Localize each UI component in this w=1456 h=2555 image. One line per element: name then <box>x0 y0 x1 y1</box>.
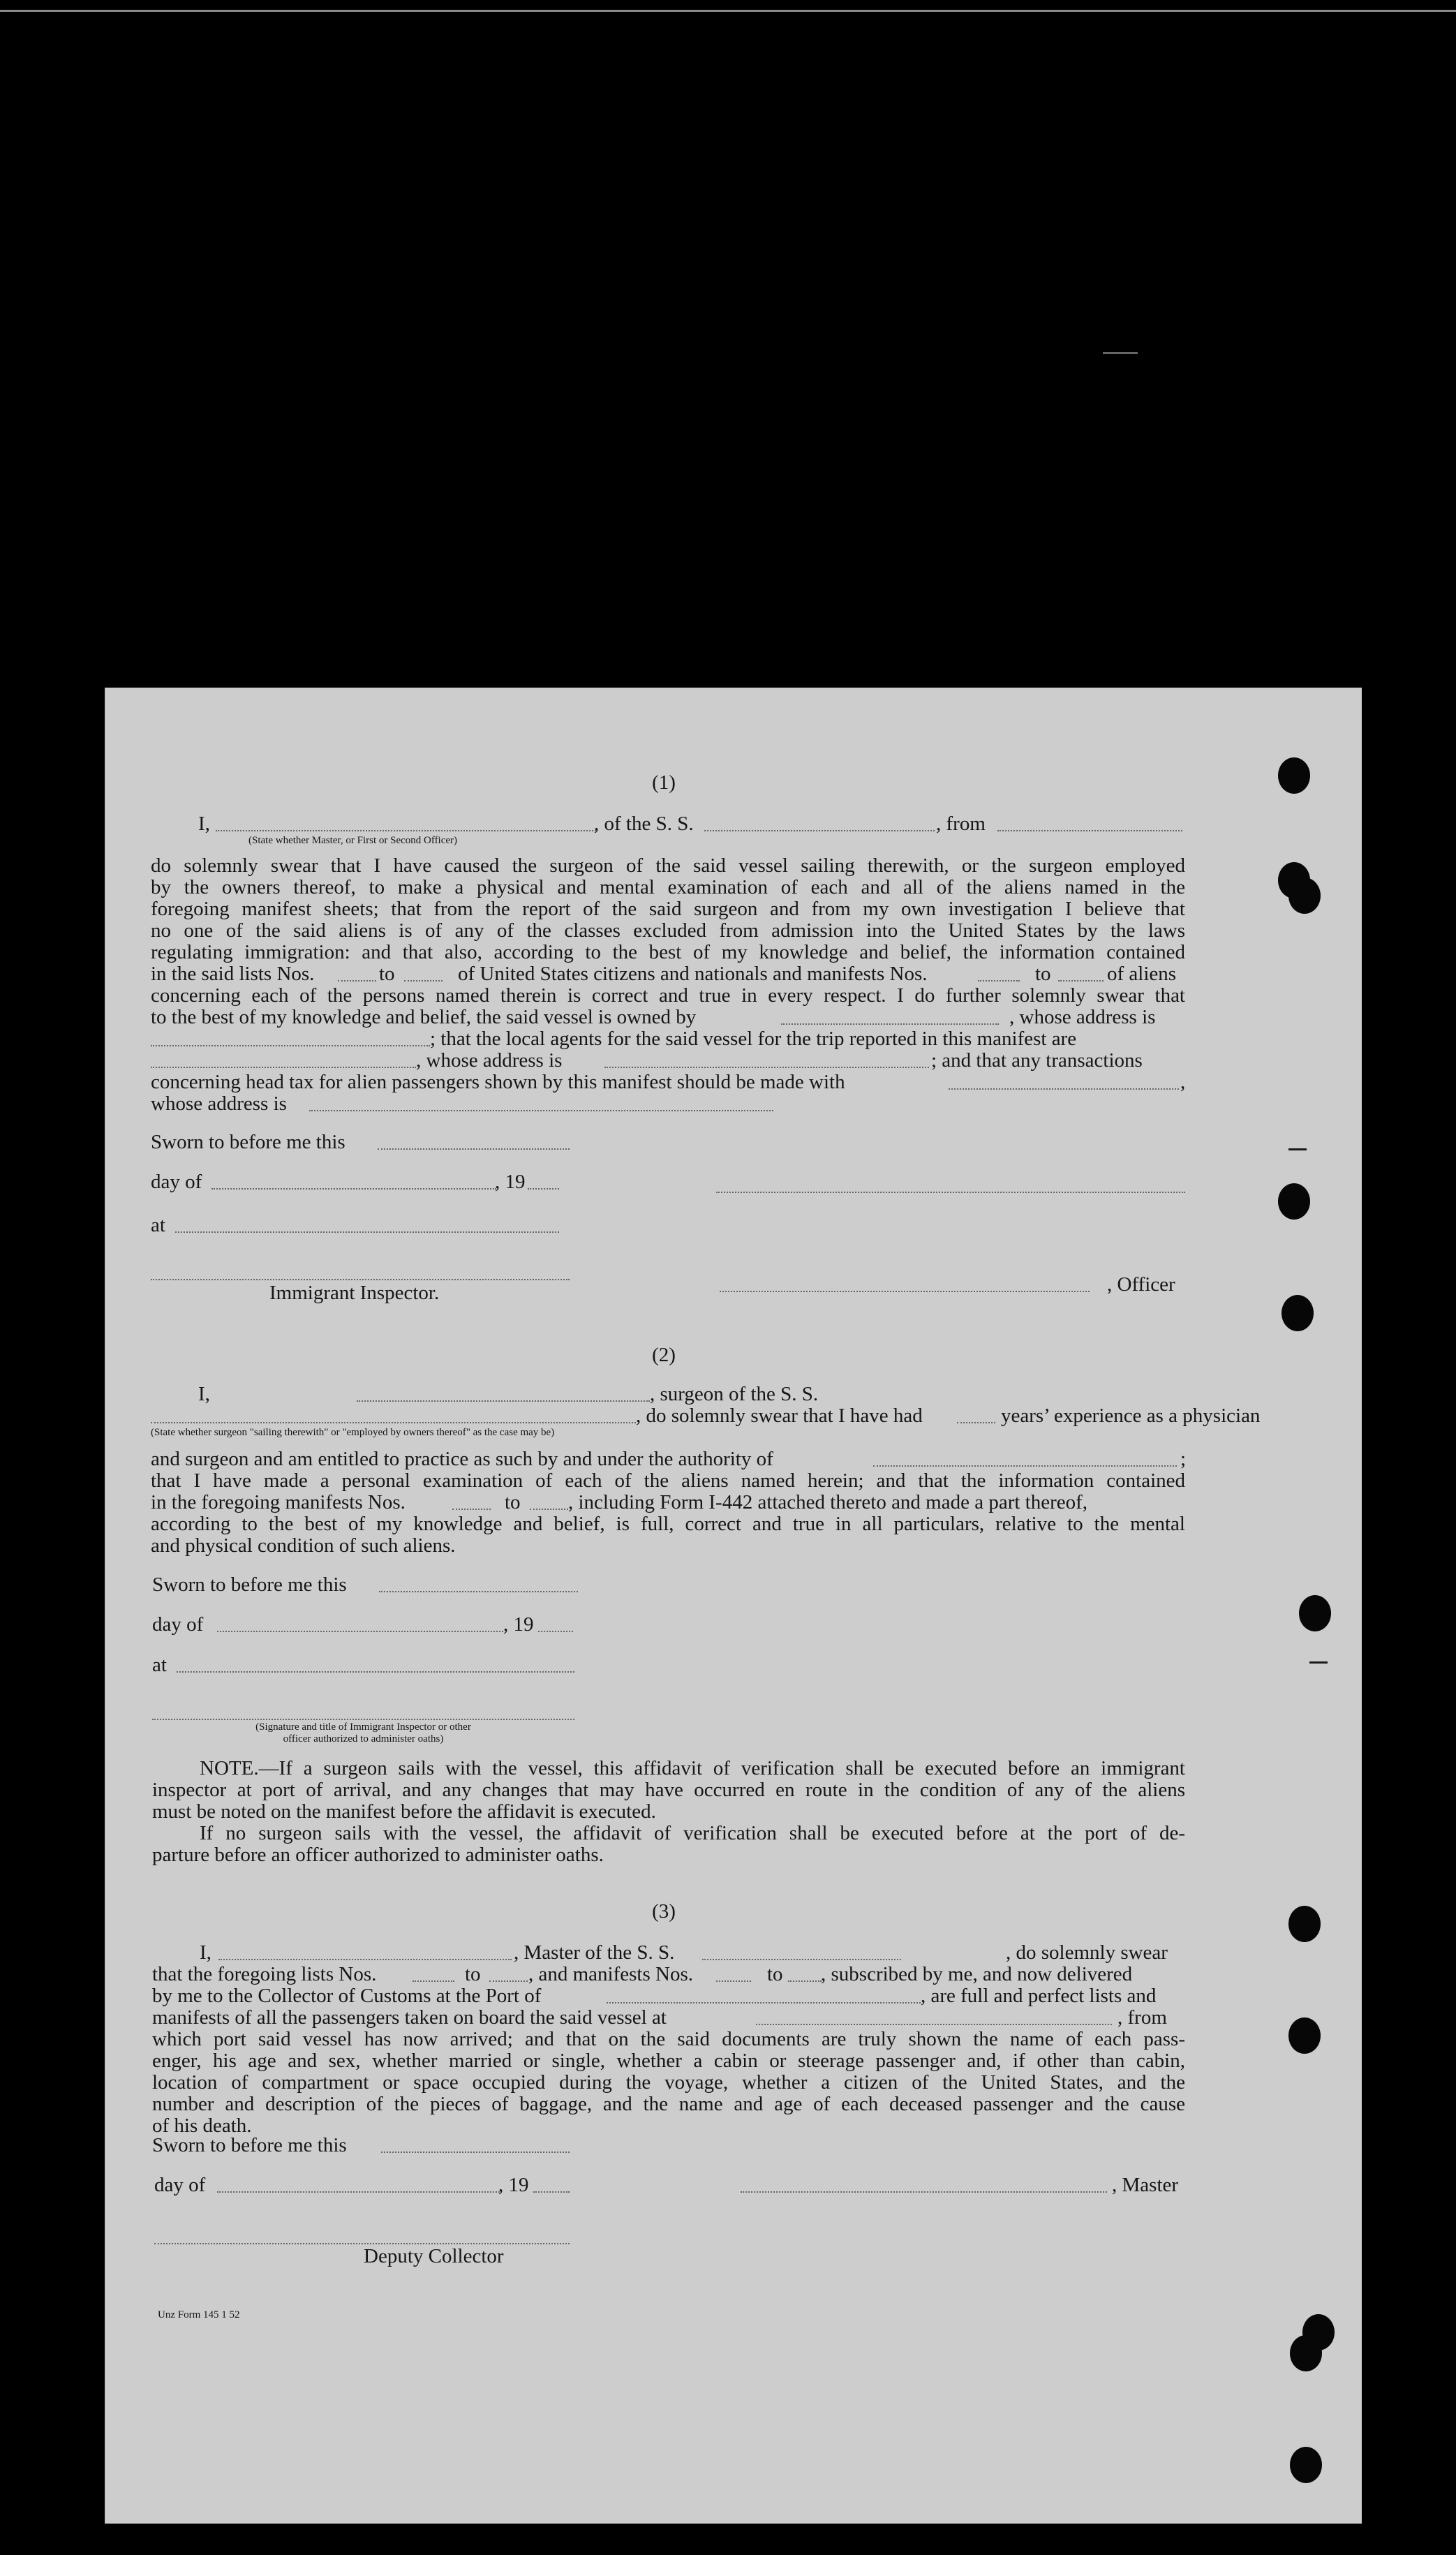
sec1-headtax-b: , <box>1180 1071 1186 1093</box>
manifest-from-field[interactable] <box>452 1509 491 1510</box>
sec1-lists-to: to <box>379 963 395 985</box>
sec3-port-b: , are full and perfect lists and <box>921 1985 1157 2007</box>
alien-manifest-to-field[interactable] <box>1058 980 1104 982</box>
sec1-of-ss: , of the S. S. <box>594 813 694 835</box>
sec3-lists-to: to <box>465 1963 481 1985</box>
sec2-line2-a: , do solemnly swear that I have had <box>636 1405 923 1427</box>
sec2-authority-a: and surgeon and am entitled to practice as such by and under the authority of <box>151 1448 773 1470</box>
sec3-body-line: location of compartment or space occupied during the voyage, whether a citizen of the United States, and the <box>152 2071 1185 2094</box>
manifest-from-field[interactable] <box>716 1980 751 1982</box>
surgeon-status-note: (State whether surgeon "sailing therewith" or "employed by owners thereof" as the case may be) <box>151 1427 555 1438</box>
binder-hole <box>1288 1906 1321 1942</box>
binder-hole <box>1288 2017 1321 2054</box>
sec1-whose-b: ; and that any transactions <box>931 1049 1143 1072</box>
edge-tick <box>1309 1661 1328 1664</box>
sec3-sworn: Sworn to before me this <box>152 2134 347 2156</box>
manifest-to-field[interactable] <box>788 1980 822 1982</box>
note-line: parture before an officer authorized to administer oaths. <box>152 1844 604 1866</box>
owner-address-field[interactable] <box>151 1045 430 1046</box>
citizen-list-to-field[interactable] <box>404 980 443 982</box>
sec1-i: I, <box>198 813 210 835</box>
from-port-field[interactable] <box>997 830 1182 831</box>
sec3-master: , Master of the S. S. <box>514 1941 675 1964</box>
sec1-at: at <box>151 1214 165 1236</box>
sworn-month-field[interactable] <box>211 1188 496 1190</box>
experience-years-field[interactable] <box>957 1422 995 1423</box>
surgeon-name-field[interactable] <box>357 1400 650 1402</box>
sec2-line2-b: years’ experience as a physician <box>1001 1405 1261 1427</box>
vessel-name-field[interactable] <box>702 1959 901 1960</box>
sec3-deputy: Deputy Collector <box>364 2245 504 2267</box>
note-line: must be noted on the manifest before the affidavit is executed. <box>152 1800 656 1823</box>
citizen-list-from-field[interactable] <box>338 980 376 982</box>
sec3-lists-b: , and manifests Nos. <box>528 1963 693 1985</box>
sec3-swear: , do solemnly swear <box>1006 1941 1168 1964</box>
sec3-board-b: , from <box>1117 2006 1167 2029</box>
scan-mark <box>1103 352 1138 354</box>
agents-address-field[interactable] <box>604 1067 929 1068</box>
sec3-master-label: , Master <box>1112 2174 1179 2196</box>
surgeon-status-field[interactable] <box>151 1422 636 1423</box>
alien-manifest-from-field[interactable] <box>978 980 1020 982</box>
affidavit-form-page <box>105 688 1362 2524</box>
boarding-port-field[interactable] <box>756 2024 1112 2025</box>
sworn-month-field[interactable] <box>217 2191 500 2193</box>
binder-hole <box>1290 2447 1322 2483</box>
list-from-field[interactable] <box>413 1980 454 1982</box>
sec3-body-line: which port said vessel has now arrived; and that on the said documents are truly shown the name of each pass- <box>152 2028 1185 2050</box>
sec1-lists-c: of aliens <box>1107 963 1177 985</box>
note-line: If no surgeon sails with the vessel, the affidavit of verification shall be executed before at the port of de- <box>200 1822 1185 1844</box>
signature-note: (Signature and title of Immigrant Inspector or other <box>255 1721 471 1733</box>
binder-hole <box>1278 757 1310 794</box>
sec3-board-a: manifests of all the passengers taken on board the said vessel at <box>152 2006 667 2029</box>
sec1-sworn: Sworn to before me this <box>151 1131 346 1153</box>
sec2-surgeon: , surgeon of the S. S. <box>650 1383 819 1405</box>
sworn-year-field[interactable] <box>538 1631 573 1632</box>
binder-hole <box>1288 877 1321 914</box>
binder-hole <box>1290 2335 1322 2371</box>
form-number: Unz Form 145 1 52 <box>158 2309 240 2320</box>
sec1-day: day of <box>151 1171 202 1193</box>
sec1-lists-b: of United States citizens and nationals and manifests Nos. <box>458 963 928 985</box>
officer-title-field[interactable] <box>720 1291 1090 1292</box>
sec3-port-a: by me to the Collector of Customs at the Port of <box>152 1985 542 2007</box>
sec1-body-line: by the owners thereof, to make a physical and mental examination of each and all of the aliens named in the <box>151 876 1185 898</box>
sec1-body-line: no one of the said aliens is of any of the classes excluded from admission into the United States by the laws <box>151 919 1185 942</box>
sworn-day-field[interactable] <box>379 1591 578 1592</box>
binder-hole <box>1282 1295 1314 1331</box>
sec2-day: day of <box>152 1613 204 1636</box>
list-to-field[interactable] <box>489 1980 528 1982</box>
sec2-manifests-b: , including Form I-442 attached thereto and made a part thereof, <box>568 1491 1088 1513</box>
sworn-year-field[interactable] <box>533 2191 570 2193</box>
sec1-officer: , Officer <box>1107 1273 1175 1296</box>
top-border-line <box>0 10 1456 12</box>
sec1-from: , from <box>936 813 986 835</box>
officer-name-field[interactable] <box>216 830 596 831</box>
licensing-authority-field[interactable] <box>873 1465 1177 1467</box>
headtax-address-field[interactable] <box>309 1110 773 1111</box>
section-1-heading: (1) <box>652 771 676 794</box>
sec2-authority-b: ; <box>1180 1448 1187 1470</box>
sec1-headtax-a: concerning head tax for alien passengers shown by this manifest should be made with <box>151 1071 845 1093</box>
sec2-year: , 19 <box>503 1613 534 1636</box>
sec1-body-line: regulating immigration: and that also, according to the best of my knowledge and belief, the information contained <box>151 941 1185 963</box>
sec1-concerning: concerning each of the persons named therein is correct and true in every respect. I do further solemnly swear that <box>151 984 1185 1007</box>
section-3-heading: (3) <box>652 1900 676 1923</box>
sec1-lists-to2: to <box>1035 963 1051 985</box>
customs-port-field[interactable] <box>607 2002 921 2004</box>
sec3-i: I, <box>200 1941 211 1964</box>
sworn-place-field[interactable] <box>175 1231 559 1233</box>
sec1-lists-a: in the said lists Nos. <box>151 963 315 985</box>
note-line: NOTE.—If a surgeon sails with the vessel, this affidavit of verification shall be executed before an immigrant <box>200 1757 1185 1779</box>
sec3-body-line: enger, his age and sex, whether married or single, whether a cabin or steerage passenger and, if other than cabin, <box>152 2050 1185 2072</box>
sworn-year-field[interactable] <box>528 1188 559 1190</box>
inspector-signature-field[interactable] <box>151 1279 570 1280</box>
master-signature-field[interactable] <box>741 2191 1107 2193</box>
sworn-day-field[interactable] <box>381 2152 570 2153</box>
sec1-body-line: foregoing manifest sheets; that from the report of the said surgeon and from my own investigation I believe that <box>151 898 1185 920</box>
officer-rank-note: (State whether Master, or First or Second Officer) <box>248 835 458 846</box>
binder-hole <box>1278 1183 1310 1220</box>
sec3-year: , 19 <box>498 2174 529 2196</box>
sec1-whose-a: , whose address is <box>416 1049 563 1072</box>
inspector-signature-field[interactable] <box>152 1719 574 1720</box>
sworn-day-field[interactable] <box>378 1148 570 1150</box>
signature-note: officer authorized to administer oaths) <box>283 1733 444 1745</box>
sec3-lists-to2: to <box>767 1963 783 1985</box>
binder-hole <box>1299 1595 1331 1631</box>
deputy-signature-field[interactable] <box>154 2243 570 2244</box>
sworn-month-field[interactable] <box>217 1631 503 1632</box>
sec1-whose-c: whose address is <box>151 1093 287 1115</box>
sec2-sworn: Sworn to before me this <box>152 1573 347 1596</box>
sec3-lists-c: , subscribed by me, and now delivered <box>821 1963 1133 1985</box>
sec1-body-line: do solemnly swear that I have caused the surgeon of the said vessel sailing therewith, or the surgeon employed <box>151 854 1185 877</box>
sec3-lists-a: that the foregoing lists Nos. <box>152 1963 377 1985</box>
sec2-body-line: according to the best of my knowledge and belief, is full, correct and true in all particulars, relative to the mental <box>151 1513 1185 1535</box>
sec1-inspector: Immigrant Inspector. <box>269 1282 440 1304</box>
owner-name-field[interactable] <box>781 1023 999 1025</box>
sec1-agents: ; that the local agents for the said vessel for the trip reported in this manifest are <box>430 1028 1077 1050</box>
sec2-body-line: and physical condition of such aliens. <box>151 1534 456 1557</box>
manifest-to-field[interactable] <box>530 1509 568 1510</box>
note-line: inspector at port of arrival, and any changes that may have occurred en route in the condition of any of the aliens <box>152 1779 1185 1801</box>
sec1-year: , 19 <box>495 1171 526 1193</box>
sec2-manifests-a: in the foregoing manifests Nos. <box>151 1491 406 1513</box>
vessel-name-field[interactable] <box>704 830 935 831</box>
sec1-owned-a: to the best of my knowledge and belief, the said vessel is owned by <box>151 1006 697 1028</box>
sec3-day: day of <box>154 2174 206 2196</box>
sec2-at: at <box>152 1654 167 1676</box>
agents-name-field[interactable] <box>151 1067 416 1068</box>
officer-signature-field[interactable] <box>716 1192 1185 1193</box>
sec1-owned-b: , whose address is <box>1009 1006 1156 1028</box>
sec3-body-line: of his death. <box>152 2115 252 2137</box>
section-2-heading: (2) <box>652 1344 676 1366</box>
sec3-body-line: number and description of the pieces of baggage, and the name and age of each deceased passenger and the cause <box>152 2093 1185 2115</box>
edge-tick <box>1288 1148 1307 1150</box>
sec2-manifests-to: to <box>505 1491 521 1513</box>
sec2-i: I, <box>198 1383 210 1405</box>
headtax-party-field[interactable] <box>949 1088 1179 1090</box>
sec2-body-line: that I have made a personal examination of each of the aliens named herein; and that the information contained <box>151 1469 1185 1492</box>
sworn-place-field[interactable] <box>177 1671 574 1673</box>
master-name-field[interactable] <box>218 1959 512 1960</box>
